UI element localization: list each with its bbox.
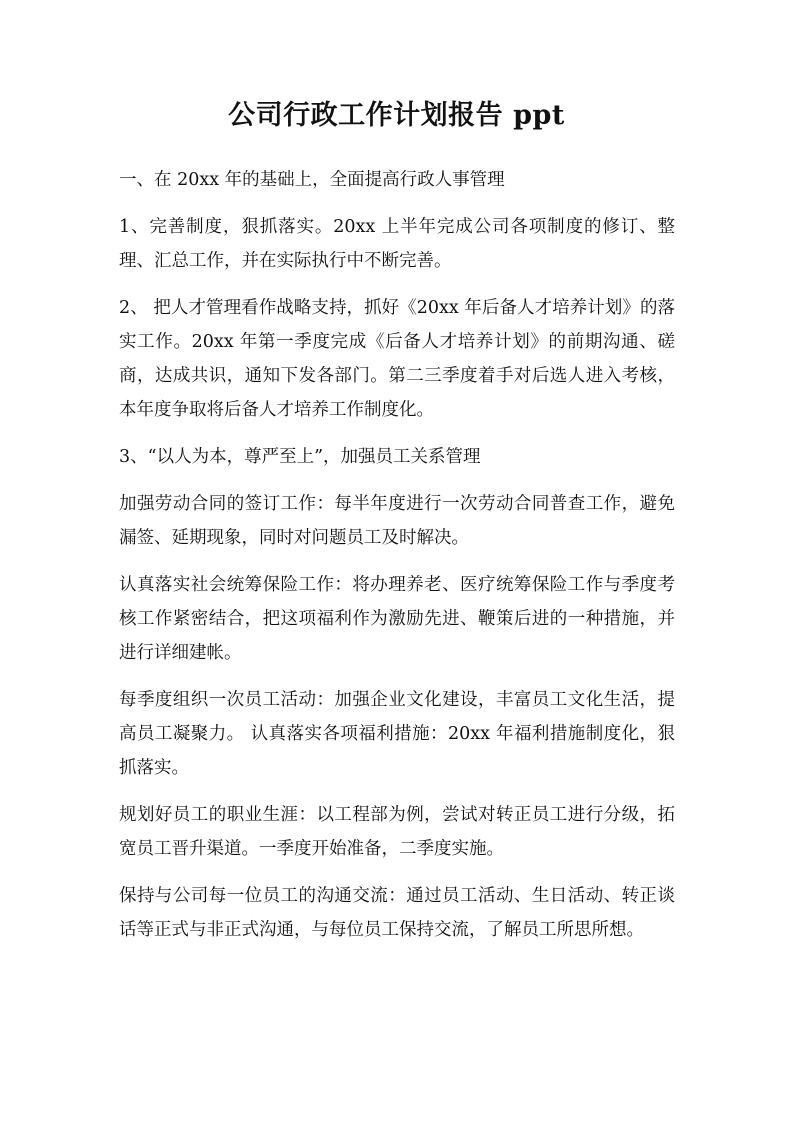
paragraph-labor-contract: 加强劳动合同的签订工作：每半年度进行一次劳动合同普查工作，避免漏签、延期现象，同时对问题员工及时解决。 bbox=[119, 494, 675, 548]
paragraph-item-1: 1、完善制度，狠抓落实。20xx 上半年完成公司各项制度的修订、整理、汇总工作，并在实际执行中不断完善。 bbox=[119, 217, 675, 271]
paragraph-career-planning: 规划好员工的职业生涯：以工程部为例，尝试对转正员工进行分级，拓宽员工晋升渠道。一季度开始准备，二季度实施。 bbox=[119, 805, 675, 859]
paragraph-communication: 保持与公司每一位员工的沟通交流：通过员工活动、生日活动、转正谈话等正式与非正式沟通，与每位员工保持交流，了解员工所思所想。 bbox=[119, 886, 675, 940]
section-heading-1: 一、在 20xx 年的基础上，全面提高行政人事管理 bbox=[119, 170, 505, 190]
document-body bbox=[119, 163, 675, 960]
paragraph-item-3: 3、“以人为本，尊严至上”，加强员工关系管理 bbox=[119, 447, 481, 467]
paragraph-employee-activity: 每季度组织一次员工活动：加强企业文化建设，丰富员工文化生活，提高员工凝聚力。 认真落实各项福利措施：20xx 年福利措施制度化，狠抓落实。 bbox=[119, 690, 675, 778]
paragraph-social-insurance: 认真落实社会统筹保险工作：将办理养老、医疗统筹保险工作与季度考核工作紧密结合，把这项福利作为激励先进、鞭策后进的一种措施，并进行详细建帐。 bbox=[119, 575, 675, 663]
paragraph-item-2: 2、 把人才管理看作战略支持，抓好《20xx 年后备人才培养计划》的落实工作。20xx 年第一季度完成《后备人才培养计划》的前期沟通、磋商，达成共识，通知下发各部门。第二三季度着手对后选人进入考核，本年度争取将后备人才培养工作制度化。 bbox=[119, 298, 675, 420]
document-title: 公司行政工作计划报告 ppt bbox=[228, 100, 565, 131]
